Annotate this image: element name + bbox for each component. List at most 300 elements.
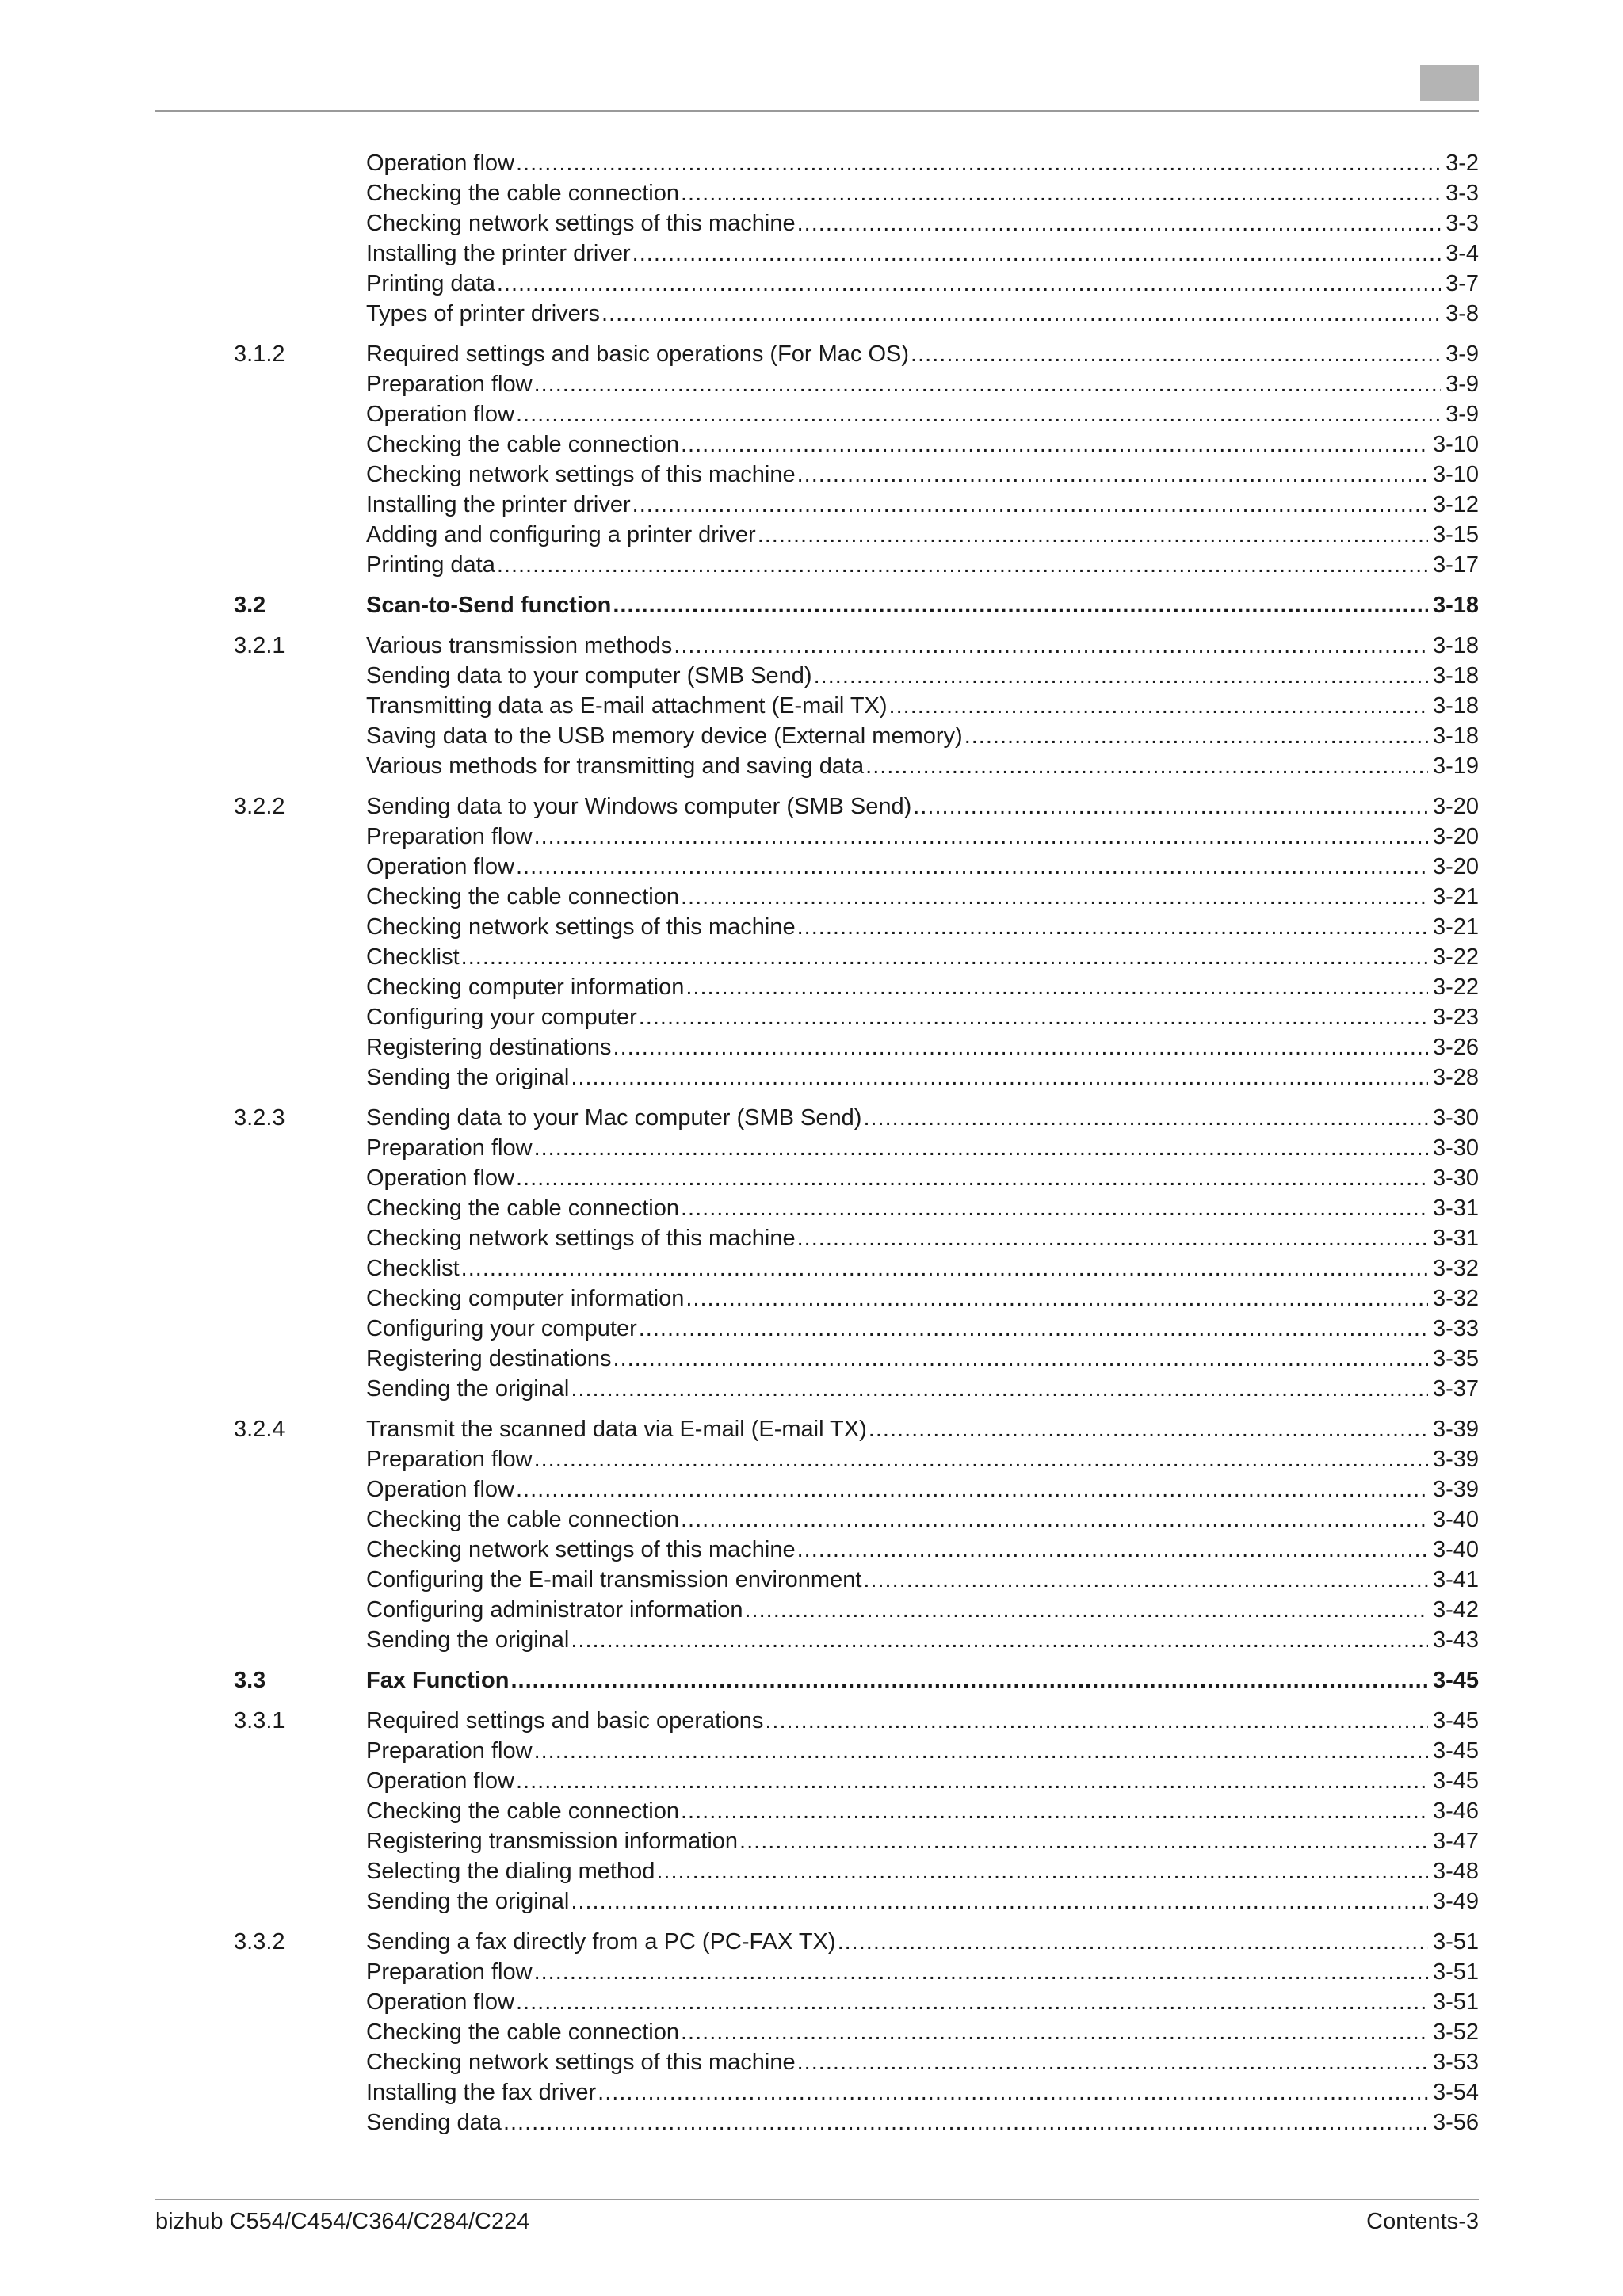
toc-entry-title[interactable]: Printing data	[366, 271, 495, 296]
toc-page-number[interactable]: 3-40	[1432, 1507, 1479, 1532]
toc-entry-row[interactable]	[0, 1314, 1623, 1344]
toc-entry-row[interactable]	[0, 852, 1623, 882]
toc-page-number[interactable]: 3-35	[1432, 1346, 1479, 1371]
toc-entry-title[interactable]: Checking computer information	[366, 1286, 685, 1311]
toc-entry-line	[366, 1253, 1479, 1283]
toc-entry-line	[366, 721, 1479, 751]
toc-entry-row[interactable]	[0, 1565, 1623, 1595]
toc-entry-title[interactable]: Various methods for transmitting and saving data	[366, 753, 865, 779]
toc-page-number[interactable]: 3-21	[1432, 914, 1479, 940]
toc-dot-leader	[964, 721, 1428, 751]
toc-entry-row[interactable]	[0, 822, 1623, 852]
toc-entry-title[interactable]: Operation flow	[366, 1165, 514, 1191]
toc-dot-leader	[461, 1253, 1428, 1283]
toc-entry-line	[366, 1535, 1479, 1565]
toc-page-number[interactable]: 3-33	[1432, 1316, 1479, 1341]
toc-entry-line	[366, 520, 1479, 550]
footer-divider	[155, 2199, 1479, 2200]
toc-entry-row[interactable]	[0, 1957, 1623, 1987]
toc-entry-row[interactable]	[0, 399, 1623, 429]
toc-entry-line	[366, 339, 1479, 369]
toc-entry-line	[366, 148, 1479, 178]
toc-entry-line	[366, 1283, 1479, 1314]
toc-page-number[interactable]: 3-19	[1432, 753, 1479, 779]
toc-entry-row[interactable]	[0, 882, 1623, 912]
toc-dot-leader	[571, 1625, 1428, 1655]
toc-entry-title[interactable]: Preparation flow	[366, 1447, 533, 1472]
toc-entry-title[interactable]: Required settings and basic operations	[366, 1708, 764, 1733]
toc-dot-leader	[681, 429, 1428, 460]
toc-page-number[interactable]: 3-21	[1432, 884, 1479, 910]
toc-dot-leader	[516, 1474, 1428, 1505]
toc-dot-leader	[516, 399, 1441, 429]
toc-page-number[interactable]: 3-18	[1432, 723, 1479, 749]
toc-entry-line	[366, 460, 1479, 490]
toc-entry-title[interactable]: Operation flow	[366, 1989, 514, 2015]
toc-dot-leader	[681, 1505, 1428, 1535]
toc-entry-title[interactable]: Sending data to your Mac computer (SMB Send)	[366, 1105, 862, 1131]
toc-page-number[interactable]: 3-45	[1432, 1708, 1479, 1733]
toc-entry-line	[366, 1505, 1479, 1535]
toc-entry-row[interactable]	[0, 148, 1623, 178]
toc-entry-row[interactable]	[0, 2047, 1623, 2077]
toc-entry-line	[366, 429, 1479, 460]
toc-entry-title[interactable]: Sending the original	[366, 1627, 570, 1653]
toc-entry-line	[366, 1665, 1479, 1695]
toc-entry-title[interactable]: Checking network settings of this machine	[366, 2050, 796, 2075]
toc-page-number[interactable]: 3-46	[1432, 1798, 1479, 1824]
toc-page-number[interactable]: 3-9	[1445, 341, 1479, 367]
toc-dot-leader	[889, 691, 1428, 721]
toc-entry-title[interactable]: Operation flow	[366, 402, 514, 427]
toc-dot-leader	[865, 751, 1428, 781]
toc-entry-row[interactable]	[0, 2107, 1623, 2138]
toc-entry-title[interactable]: Checking network settings of this machine	[366, 211, 796, 236]
toc-dot-leader	[681, 2017, 1428, 2047]
toc-entry-row[interactable]	[0, 1826, 1623, 1856]
toc-page-number[interactable]: 3-39	[1432, 1417, 1479, 1442]
toc-dot-leader	[685, 972, 1428, 1002]
toc-entry-title[interactable]: Operation flow	[366, 1768, 514, 1794]
toc-entry-title[interactable]: Checking the cable connection	[366, 1507, 679, 1532]
toc-entry-title[interactable]: Checking the cable connection	[366, 432, 679, 457]
table-of-contents	[0, 148, 1623, 2138]
toc-entry-title[interactable]: Sending a fax directly from a PC (PC-FAX TX)	[366, 1929, 836, 1955]
toc-dot-leader	[639, 1002, 1428, 1032]
toc-entry-line	[366, 1927, 1479, 1957]
toc-entry-line	[366, 208, 1479, 238]
toc-page-number[interactable]: 3-32	[1432, 1286, 1479, 1311]
toc-entry-title[interactable]: Installing the fax driver	[366, 2080, 597, 2105]
toc-page-number[interactable]: 3-42	[1432, 1597, 1479, 1623]
toc-entry-title[interactable]: Checking the cable connection	[366, 181, 679, 206]
toc-page-number[interactable]: 3-22	[1432, 944, 1479, 970]
toc-entry-title[interactable]: Sending data	[366, 2110, 502, 2135]
toc-page-number[interactable]: 3-30	[1432, 1135, 1479, 1161]
toc-entry-line	[366, 2077, 1479, 2107]
toc-dot-leader	[516, 852, 1428, 882]
toc-entry-line	[366, 269, 1479, 299]
toc-entry-row[interactable]	[0, 1886, 1623, 1917]
toc-section-number: 3.3.1	[234, 1708, 285, 1733]
toc-entry-title[interactable]: Checking the cable connection	[366, 884, 679, 910]
toc-page-number[interactable]: 3-8	[1445, 301, 1479, 326]
toc-page-number[interactable]: 3-20	[1432, 854, 1479, 879]
toc-dot-leader	[534, 1133, 1428, 1163]
toc-dot-leader	[681, 1796, 1428, 1826]
toc-entry-title[interactable]: Configuring your computer	[366, 1005, 637, 1030]
toc-entry-line	[366, 1826, 1479, 1856]
toc-section-row[interactable]	[0, 791, 1623, 822]
toc-entry-title[interactable]: Various transmission methods	[366, 633, 673, 658]
toc-page-number[interactable]: 3-12	[1432, 492, 1479, 517]
toc-entry-row[interactable]	[0, 550, 1623, 580]
toc-entry-title[interactable]: Operation flow	[366, 1477, 514, 1502]
toc-dot-leader	[797, 460, 1428, 490]
toc-entry-row[interactable]	[0, 1032, 1623, 1062]
toc-entry-row[interactable]	[0, 208, 1623, 238]
toc-page-number[interactable]: 3-51	[1432, 1989, 1479, 2015]
toc-dot-leader	[869, 1414, 1428, 1444]
toc-entry-row[interactable]	[0, 1474, 1623, 1505]
toc-entry-line	[366, 1736, 1479, 1766]
toc-entry-line	[366, 1344, 1479, 1374]
toc-entry-row[interactable]	[0, 1856, 1623, 1886]
toc-entry-row[interactable]	[0, 369, 1623, 399]
toc-page-number[interactable]: 3-53	[1432, 2050, 1479, 2075]
toc-entry-line	[366, 1414, 1479, 1444]
toc-dot-leader	[598, 2077, 1428, 2107]
toc-page-number[interactable]: 3-45	[1432, 1768, 1479, 1794]
toc-page-number[interactable]: 3-7	[1445, 271, 1479, 296]
toc-page-number[interactable]: 3-3	[1445, 211, 1479, 236]
toc-page-number[interactable]: 3-51	[1432, 1959, 1479, 1985]
toc-entry-line	[366, 1163, 1479, 1193]
toc-section-row[interactable]	[0, 1103, 1623, 1133]
toc-dot-leader	[913, 791, 1428, 822]
toc-entry-line	[366, 1625, 1479, 1655]
toc-entry-row[interactable]	[0, 942, 1623, 972]
toc-entry-row[interactable]	[0, 1223, 1623, 1253]
toc-page-number[interactable]: 3-31	[1432, 1196, 1479, 1221]
toc-entry-title[interactable]: Checking network settings of this machine	[366, 462, 796, 487]
toc-entry-title[interactable]: Checking the cable connection	[366, 1798, 679, 1824]
toc-entry-title[interactable]: Sending data to your Windows computer (SMB Send)	[366, 794, 912, 819]
toc-entry-title[interactable]: Fax Function	[366, 1668, 510, 1693]
toc-entry-title[interactable]: Transmitting data as E-mail attachment (E-mail TX)	[366, 693, 888, 719]
toc-entry-title[interactable]: Preparation flow	[366, 1959, 533, 1985]
toc-entry-title[interactable]: Checking the cable connection	[366, 1196, 679, 1221]
toc-entry-row[interactable]	[0, 751, 1623, 781]
toc-entry-title[interactable]: Installing the printer driver	[366, 241, 631, 266]
toc-page-number[interactable]: 3-22	[1432, 974, 1479, 1000]
toc-dot-leader	[797, 1223, 1428, 1253]
toc-entry-row[interactable]	[0, 238, 1623, 269]
toc-entry-title[interactable]: Saving data to the USB memory device (External memory)	[366, 723, 963, 749]
toc-page-number[interactable]: 3-10	[1432, 432, 1479, 457]
toc-entry-line	[366, 661, 1479, 691]
toc-section-row[interactable]	[0, 631, 1623, 661]
toc-dot-leader	[534, 1444, 1428, 1474]
toc-entry-title[interactable]: Checking the cable connection	[366, 2019, 679, 2045]
toc-entry-line	[366, 1133, 1479, 1163]
toc-entry-row[interactable]	[0, 2017, 1623, 2047]
toc-entry-row[interactable]	[0, 721, 1623, 751]
toc-section-row[interactable]	[0, 1665, 1623, 1695]
toc-page-number[interactable]: 3-41	[1432, 1567, 1479, 1592]
toc-entry-title[interactable]: Checking network settings of this machine	[366, 1226, 796, 1251]
toc-page-number[interactable]: 3-47	[1432, 1829, 1479, 1854]
toc-page-number[interactable]: 3-39	[1432, 1477, 1479, 1502]
toc-dot-leader	[503, 2107, 1428, 2138]
toc-dot-leader	[639, 1314, 1428, 1344]
toc-page-number[interactable]: 3-20	[1432, 824, 1479, 849]
toc-page-number[interactable]: 3-51	[1432, 1929, 1479, 1955]
toc-entry-row[interactable]	[0, 460, 1623, 490]
toc-entry-title[interactable]: Adding and configuring a printer driver	[366, 522, 756, 547]
toc-entry-title[interactable]: Preparation flow	[366, 1738, 533, 1764]
toc-entry-row[interactable]	[0, 1283, 1623, 1314]
toc-page-number[interactable]: 3-4	[1445, 241, 1479, 266]
toc-dot-leader	[613, 1032, 1428, 1062]
toc-section-number: 3.2.2	[234, 794, 285, 819]
toc-entry-title[interactable]: Operation flow	[366, 151, 514, 176]
toc-page-number[interactable]: 3-9	[1445, 402, 1479, 427]
toc-dot-leader	[681, 1193, 1428, 1223]
toc-page-number[interactable]: 3-20	[1432, 794, 1479, 819]
toc-page-number[interactable]: 3-18	[1432, 663, 1479, 688]
toc-dot-leader	[534, 822, 1428, 852]
toc-entry-title[interactable]: Registering destinations	[366, 1346, 612, 1371]
toc-entry-title[interactable]: Checklist	[366, 1256, 460, 1281]
toc-dot-leader	[838, 1927, 1428, 1957]
toc-entry-title[interactable]: Sending the original	[366, 1376, 570, 1402]
toc-entry-title[interactable]: Checklist	[366, 944, 460, 970]
toc-page-number[interactable]: 3-54	[1432, 2080, 1479, 2105]
toc-page-number[interactable]: 3-17	[1432, 552, 1479, 578]
toc-page-number[interactable]: 3-30	[1432, 1105, 1479, 1131]
toc-entry-title[interactable]: Scan-to-Send function	[366, 593, 612, 618]
toc-page-number[interactable]: 3-56	[1432, 2110, 1479, 2135]
toc-section-row[interactable]	[0, 1927, 1623, 1957]
toc-entry-title[interactable]: Configuring administrator information	[366, 1597, 743, 1623]
toc-section-number: 3.2.3	[234, 1105, 285, 1131]
toc-entry-line	[366, 2017, 1479, 2047]
toc-section-row[interactable]	[0, 1706, 1623, 1736]
toc-dot-leader	[516, 1163, 1428, 1193]
toc-entry-line	[366, 369, 1479, 399]
toc-entry-line	[366, 1766, 1479, 1796]
toc-page-number[interactable]: 3-28	[1432, 1065, 1479, 1090]
toc-dot-leader	[534, 369, 1442, 399]
toc-entry-row[interactable]	[0, 520, 1623, 550]
toc-page-number[interactable]: 3-49	[1432, 1889, 1479, 1914]
toc-dot-leader	[911, 339, 1441, 369]
toc-entry-title[interactable]: Selecting the dialing method	[366, 1859, 655, 1884]
toc-entry-row[interactable]	[0, 1766, 1623, 1796]
toc-entry-line	[366, 590, 1479, 620]
toc-entry-row[interactable]	[0, 1253, 1623, 1283]
toc-page-number[interactable]: 3-40	[1432, 1537, 1479, 1562]
toc-entry-row[interactable]	[0, 1133, 1623, 1163]
toc-entry-row[interactable]	[0, 691, 1623, 721]
header-tab-marker	[1420, 65, 1479, 101]
toc-dot-leader	[534, 1736, 1428, 1766]
toc-dot-leader	[765, 1706, 1428, 1736]
toc-section-number: 3.3.2	[234, 1929, 285, 1955]
toc-entry-line	[366, 1374, 1479, 1404]
toc-entry-title[interactable]: Transmit the scanned data via E-mail (E-mail TX)	[366, 1417, 867, 1442]
toc-dot-leader	[613, 1344, 1428, 1374]
toc-entry-title[interactable]: Preparation flow	[366, 372, 533, 397]
toc-entry-row[interactable]	[0, 912, 1623, 942]
toc-page-number[interactable]: 3-15	[1432, 522, 1479, 547]
toc-entry-line	[366, 1595, 1479, 1625]
toc-entry-line	[366, 1856, 1479, 1886]
toc-entry-row[interactable]	[0, 1505, 1623, 1535]
toc-entry-title[interactable]: Preparation flow	[366, 824, 533, 849]
footer-page-label: Contents-3	[1366, 2209, 1479, 2234]
toc-entry-row[interactable]	[0, 1595, 1623, 1625]
toc-entry-row[interactable]	[0, 299, 1623, 329]
toc-page-number[interactable]: 3-26	[1432, 1035, 1479, 1060]
toc-page-number[interactable]: 3-52	[1432, 2019, 1479, 2045]
toc-entry-title[interactable]: Checking network settings of this machine	[366, 1537, 796, 1562]
toc-entry-row[interactable]	[0, 661, 1623, 691]
toc-entry-row[interactable]	[0, 1163, 1623, 1193]
toc-entry-line	[366, 852, 1479, 882]
toc-page-number[interactable]: 3-31	[1432, 1226, 1479, 1251]
toc-entry-line	[366, 1444, 1479, 1474]
toc-entry-line	[366, 1706, 1479, 1736]
toc-page-number[interactable]: 3-23	[1432, 1005, 1479, 1030]
toc-section-number: 3.1.2	[234, 341, 285, 367]
toc-entry-line	[366, 1957, 1479, 1987]
toc-entry-line	[366, 299, 1479, 329]
toc-page-number[interactable]: 3-39	[1432, 1447, 1479, 1472]
toc-entry-row[interactable]	[0, 1444, 1623, 1474]
toc-entry-row[interactable]	[0, 1193, 1623, 1223]
toc-entry-title[interactable]: Checking network settings of this machine	[366, 914, 796, 940]
toc-page-number[interactable]: 3-18	[1432, 633, 1479, 658]
toc-entry-title[interactable]: Preparation flow	[366, 1135, 533, 1161]
toc-dot-leader	[497, 269, 1441, 299]
toc-page-number[interactable]: 3-3	[1445, 181, 1479, 206]
toc-page-number[interactable]: 3-45	[1432, 1668, 1479, 1693]
toc-entry-line	[366, 1796, 1479, 1826]
toc-entry-line	[366, 1032, 1479, 1062]
toc-entry-line	[366, 1002, 1479, 1032]
toc-page-number[interactable]: 3-30	[1432, 1165, 1479, 1191]
toc-dot-leader	[814, 661, 1428, 691]
toc-entry-line	[366, 178, 1479, 208]
toc-entry-row[interactable]	[0, 1374, 1623, 1404]
toc-dot-leader	[797, 2047, 1428, 2077]
toc-entry-row[interactable]	[0, 269, 1623, 299]
toc-dot-leader	[745, 1595, 1428, 1625]
toc-entry-line	[366, 1565, 1479, 1595]
toc-entry-line	[366, 2107, 1479, 2138]
toc-page-number[interactable]: 3-45	[1432, 1738, 1479, 1764]
toc-entry-row[interactable]	[0, 1344, 1623, 1374]
toc-entry-title[interactable]: Installing the printer driver	[366, 492, 631, 517]
toc-entry-row[interactable]	[0, 1736, 1623, 1766]
toc-entry-line	[366, 1103, 1479, 1133]
toc-entry-line	[366, 490, 1479, 520]
toc-entry-line	[366, 238, 1479, 269]
toc-section-row[interactable]	[0, 1414, 1623, 1444]
toc-entry-line	[366, 791, 1479, 822]
toc-page-number[interactable]: 3-10	[1432, 462, 1479, 487]
toc-dot-leader	[510, 1665, 1428, 1695]
toc-entry-row[interactable]	[0, 178, 1623, 208]
toc-entry-title[interactable]: Operation flow	[366, 854, 514, 879]
toc-dot-leader	[601, 299, 1441, 329]
toc-entry-title[interactable]: Checking computer information	[366, 974, 685, 1000]
toc-entry-title[interactable]: Registering destinations	[366, 1035, 612, 1060]
toc-section-number: 3.2.1	[234, 633, 285, 658]
toc-entry-line	[366, 1474, 1479, 1505]
toc-entry-line	[366, 912, 1479, 942]
toc-dot-leader	[863, 1103, 1428, 1133]
footer-product-name: bizhub C554/C454/C364/C284/C224	[155, 2209, 530, 2234]
toc-entry-line	[366, 2047, 1479, 2077]
toc-dot-leader	[516, 148, 1441, 178]
toc-entry-line	[366, 1314, 1479, 1344]
toc-entry-row[interactable]	[0, 1535, 1623, 1565]
toc-dot-leader	[571, 1886, 1428, 1917]
toc-entry-title[interactable]: Types of printer drivers	[366, 301, 600, 326]
toc-entry-title[interactable]: Registering transmission information	[366, 1829, 739, 1854]
toc-dot-leader	[534, 1957, 1428, 1987]
toc-entry-row[interactable]	[0, 1987, 1623, 2017]
toc-entry-row[interactable]	[0, 2077, 1623, 2107]
toc-entry-row[interactable]	[0, 1002, 1623, 1032]
toc-entry-line	[366, 1193, 1479, 1223]
toc-entry-title[interactable]: Sending the original	[366, 1889, 570, 1914]
toc-page-number[interactable]: 3-18	[1432, 593, 1479, 618]
toc-page-number[interactable]: 3-37	[1432, 1376, 1479, 1402]
toc-section-row[interactable]	[0, 590, 1623, 620]
toc-page-number[interactable]: 3-18	[1432, 693, 1479, 719]
toc-entry-row[interactable]	[0, 1625, 1623, 1655]
toc-page-number[interactable]: 3-32	[1432, 1256, 1479, 1281]
toc-entry-line	[366, 550, 1479, 580]
toc-entry-row[interactable]	[0, 1062, 1623, 1093]
toc-dot-leader	[516, 1766, 1428, 1796]
toc-entry-line	[366, 972, 1479, 1002]
toc-page-number[interactable]: 3-2	[1445, 151, 1479, 176]
toc-page-number[interactable]: 3-43	[1432, 1627, 1479, 1653]
toc-dot-leader	[758, 520, 1428, 550]
toc-entry-title[interactable]: Configuring your computer	[366, 1316, 637, 1341]
toc-entry-title[interactable]: Sending the original	[366, 1065, 570, 1090]
toc-entry-row[interactable]	[0, 490, 1623, 520]
toc-entry-title[interactable]: Printing data	[366, 552, 495, 578]
toc-dot-leader	[571, 1374, 1428, 1404]
toc-section-row[interactable]	[0, 339, 1623, 369]
toc-entry-title[interactable]: Configuring the E-mail transmission environment	[366, 1567, 862, 1592]
toc-entry-row[interactable]	[0, 429, 1623, 460]
toc-entry-row[interactable]	[0, 972, 1623, 1002]
toc-entry-line	[366, 1886, 1479, 1917]
toc-page-number[interactable]: 3-9	[1445, 372, 1479, 397]
toc-page-number[interactable]: 3-48	[1432, 1859, 1479, 1884]
toc-entry-title[interactable]: Required settings and basic operations (For Mac OS)	[366, 341, 910, 367]
toc-entry-title[interactable]: Sending data to your computer (SMB Send)	[366, 663, 812, 688]
toc-dot-leader	[632, 490, 1428, 520]
toc-entry-row[interactable]	[0, 1796, 1623, 1826]
